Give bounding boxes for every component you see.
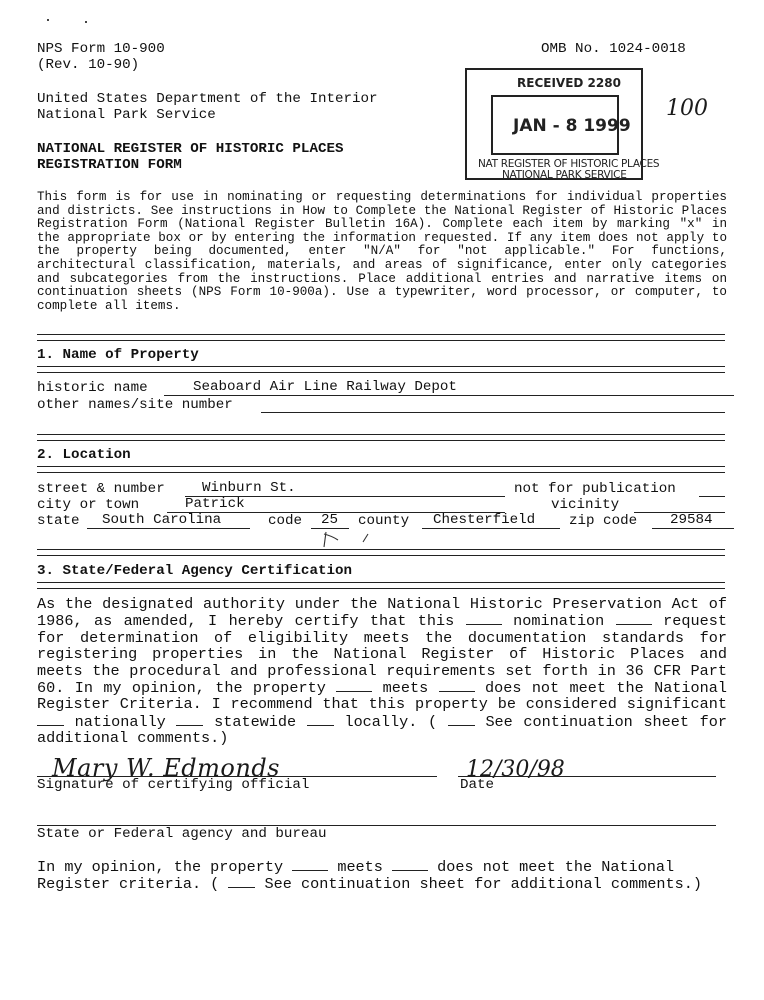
opinion-text: does not meet the National Register criteria. ( [37,858,675,894]
stamp-received: RECEIVED 2280 [517,76,621,90]
omb-number: OMB No. 1024-0018 [541,41,686,57]
nomination-checkbox[interactable] [466,612,502,625]
section2-heading: 2. Location [37,447,131,463]
agency-label: State or Federal agency and bureau [37,826,327,842]
other-names-label: other names/site number [37,397,233,413]
county-label: county [358,513,410,529]
cert-text: statewide [214,712,297,731]
opinion-text: See continuation sheet for additional comments.) [264,875,703,894]
signature-label: Signature of certifying official [37,777,310,793]
state-label: state [37,513,80,529]
scan-speck [47,19,49,21]
opinion-text: meets [337,858,383,876]
does-not-meet-checkbox[interactable] [439,679,475,692]
department-name: United States Department of the Interior [37,91,378,107]
zip-label: zip code [569,513,638,529]
opinion-text: In my opinion, the property [37,858,284,876]
form-number: NPS Form 10-900 [37,41,165,57]
opinion-paragraph [37,858,727,893]
service-name: National Park Service [37,107,216,123]
section-divider [37,434,725,441]
section-divider [37,466,725,473]
city-value: Patrick [185,496,245,512]
cert-text: nomination [513,612,605,631]
historic-name-label: historic name [37,380,148,396]
signature: Mary W. Edmonds [52,754,280,782]
section3-heading: 3. State/Federal Agency Certification [37,563,353,579]
form-revision: (Rev. 10-90) [37,57,140,73]
other-names-field[interactable] [261,397,725,413]
code-value: 25 [321,512,339,528]
locally-checkbox[interactable] [307,713,334,726]
date-label: Date [460,777,495,793]
historic-name-field[interactable] [164,380,734,396]
cert-text: locally. ( [344,712,438,731]
city-field[interactable] [167,497,505,513]
form-title-line2: REGISTRATION FORM [37,157,182,173]
signature-date: 12/30/98 [466,757,565,782]
scan-speck [85,21,87,23]
cert-text: nationally [74,712,166,731]
stamp-date: JAN - 8 1999 [513,116,631,136]
zip-field[interactable] [652,513,734,529]
margin-note: 100 [666,96,708,121]
cert-text: meets [382,679,429,698]
request-checkbox[interactable] [616,612,652,625]
cert-text: does not meet the National Register Criteria. I recommend that this property be considered significant [37,679,727,714]
county-field[interactable] [422,513,560,529]
street-value: Winburn St. [202,480,296,496]
nationally-checkbox[interactable] [37,713,64,726]
pen-mark-icon [318,530,378,550]
intro-paragraph: This form is for use in nominating or requesting determinations for individual properties and districts. See instructions in How to Complete the National Register of Historic Places Registration Form (National Register Bulletin 16A). Complete each item by marking "x" in the appropriate box or by entering the information requested. If any item does not apply to the property being documented, enter "N/A" for "not applicable." For functions, architectural classification, materials, and areas of significance, enter only categories and subcategories from the instructions. Place additional entries and narrative items on continuation sheets (NPS Form 10-900a). Use a typewriter, word processor, or computer, to complete all items. [37,190,727,313]
opinion-does-not-meet-checkbox[interactable] [392,858,428,871]
zip-value: 29584 [670,512,713,528]
date-line[interactable] [458,776,716,777]
opinion-continuation-checkbox[interactable] [228,875,255,888]
section-divider [37,366,725,373]
vicinity-field[interactable] [634,497,725,513]
not-for-publication-label: not for publication [514,481,676,497]
city-label: city or town [37,497,140,513]
state-field[interactable] [87,513,250,529]
meets-checkbox[interactable] [336,679,372,692]
code-field[interactable] [311,513,349,529]
street-field[interactable] [185,481,505,497]
section-divider [37,334,725,341]
cert-text: As the designated authority under the National Historic Preservation Act of 1986, as amended, I hereby certify that this [37,595,727,631]
code-label: code [268,513,303,529]
cert-text: See continuation sheet for additional comments.) [37,712,727,748]
cert-text: request for determination of eligibility meets the documentation standards for registering properties in the National Register of Historic Places and meets the procedural and professional requirements set forth in 36 CFR Part 60. In my opinion, the property [37,612,727,698]
county-value: Chesterfield [433,512,536,528]
stamp-registry-line2: NATIONAL PARK SERVICE [502,169,627,181]
opinion-meets-checkbox[interactable] [292,858,328,871]
stamp-registry-line1: NAT REGISTER OF HISTORIC PLACES [478,158,660,170]
street-label: street & number [37,481,165,497]
state-value: South Carolina [102,512,222,528]
form-title-line1: NATIONAL REGISTER OF HISTORIC PLACES [37,141,344,157]
certification-paragraph [37,596,727,747]
vicinity-label: vicinity [551,497,620,513]
not-for-publication-field[interactable] [699,481,725,497]
section1-heading: 1. Name of Property [37,347,199,363]
statewide-checkbox[interactable] [176,713,203,726]
continuation-sheet-checkbox[interactable] [448,713,475,726]
historic-name-value: Seaboard Air Line Railway Depot [193,379,457,395]
section-divider [37,549,725,556]
section-divider [37,582,725,589]
